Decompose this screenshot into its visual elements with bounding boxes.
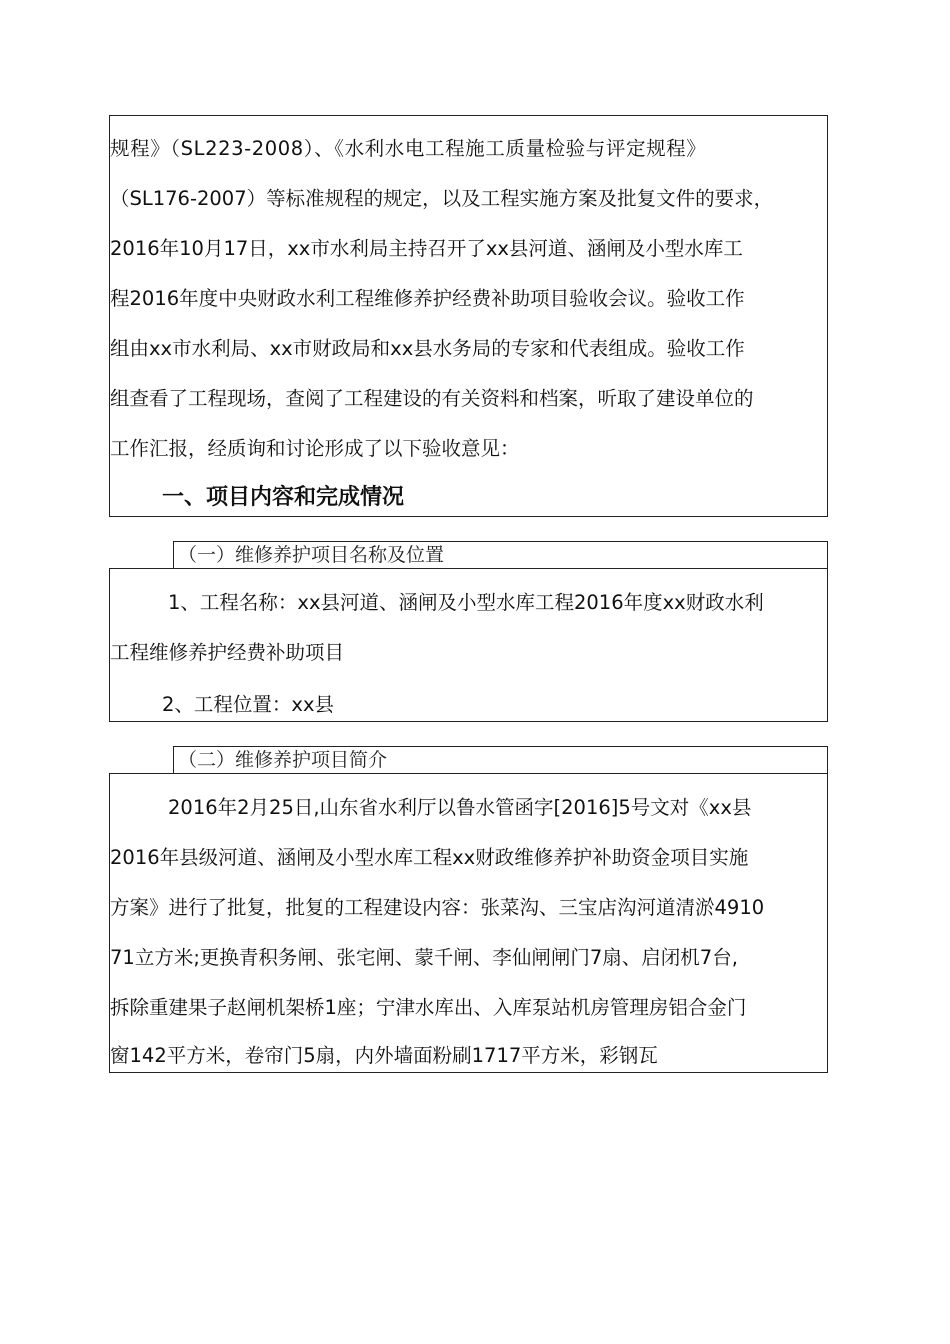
part2-line-1: 2016年2月25日,山东省水利厅以鲁水管函字[2016]5号文对《xx县: [168, 796, 752, 819]
intro-line-4: 程2016年度中央财政水利工程维修养护经费补助项目验收会议。验收工作: [110, 287, 745, 310]
intro-line-7: 工作汇报，经质询和讨论形成了以下验收意见：: [110, 437, 520, 460]
part2-heading-box: [173, 746, 828, 774]
intro-line-2: （SL176-2007）等标准规程的规定，以及工程实施方案及批复文件的要求，: [110, 187, 774, 210]
part2-line-4: 71立方米;更换青积务闸、张宅闸、蒙千闸、李仙闸闸门7扇、启闭机7台,: [110, 946, 738, 969]
part2-line-3: 方案》进行了批复，批复的工程建设内容：张菜沟、三宝店沟河道清淤4910: [110, 896, 765, 919]
intro-box: [109, 115, 828, 517]
part1-heading: （一）维修养护项目名称及位置: [178, 544, 445, 566]
part1-line-3: 2、工程位置：xx县: [162, 693, 334, 716]
intro-line-6: 组查看了工程现场，查阅了工程建设的有关资料和档案，听取了建设单位的: [110, 387, 754, 410]
part2-line-2: 2016年县级河道、涵闸及小型水库工程xx财政维修养护补助资金项目实施: [110, 846, 749, 869]
part2-line-6: 窗142平方米，卷帘门5扇，内外墙面粉刷1717平方米，彩钢瓦: [110, 1044, 658, 1067]
part1-heading-box: [173, 541, 828, 569]
part1-box: [109, 568, 828, 722]
part2-line-5: 拆除重建果子赵闸机架桥1座；宁津水库出、入库泵站机房管理房铝合金门: [110, 996, 747, 1019]
part1-line-2: 工程维修养护经费补助项目: [110, 641, 345, 664]
part1-line-1: 1、工程名称：xx县河道、涵闸及小型水库工程2016年度xx财政水利: [168, 591, 764, 614]
intro-line-3: 2016年10月17日，xx市水利局主持召开了xx县河道、涵闸及小型水库工: [110, 237, 743, 260]
intro-line-5: 组由xx市水利局、xx市财政局和xx县水务局的专家和代表组成。验收工作: [110, 337, 745, 360]
intro-line-1: 规程》（SL223-2008）、《水利水电工程施工质量检验与评定规程》: [110, 137, 707, 160]
section-title: 一、项目内容和完成情况: [162, 485, 405, 510]
part2-box: [109, 773, 828, 1073]
part2-heading: （二）维修养护项目简介: [178, 749, 388, 771]
